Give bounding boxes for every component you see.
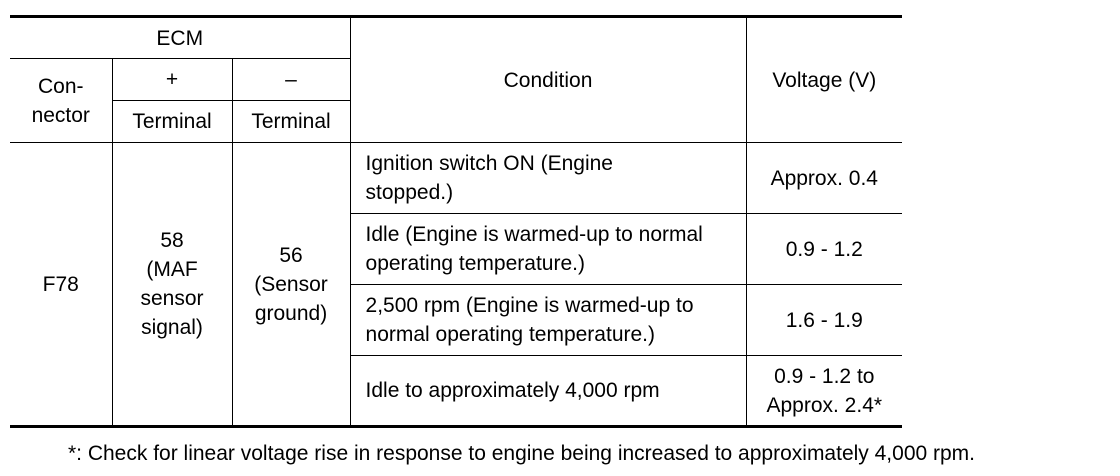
voltage-cell: 1.6 - 1.9: [746, 285, 902, 356]
voltage-cell: 0.9 - 1.2: [746, 214, 902, 285]
connector-header: Con- nector: [10, 59, 112, 143]
plus-terminal-cell: 58 (MAF sensor signal): [112, 143, 232, 427]
table-row: [10, 143, 902, 214]
ecm-voltage-table: [10, 15, 902, 428]
condition-header: Condition: [350, 17, 746, 143]
condition-cell: 2,500 rpm (Engine is warmed-up to normal operating temperature.): [350, 285, 746, 356]
plus-header: +: [112, 59, 232, 101]
terminal-plus-header: Terminal: [112, 101, 232, 143]
minus-header: –: [232, 59, 350, 101]
ecm-header: ECM: [10, 17, 350, 59]
voltage-header: Voltage (V): [746, 17, 902, 143]
condition-cell: Idle to approximately 4,000 rpm: [350, 356, 746, 427]
footnote: *: Check for linear voltage rise in response to engine being increased to approximately 4,000 rpm.: [68, 442, 976, 465]
voltage-cell: 0.9 - 1.2 to Approx. 2.4*: [746, 356, 902, 427]
terminal-minus-header: Terminal: [232, 101, 350, 143]
condition-cell: Ignition switch ON (Engine stopped.): [350, 143, 746, 214]
condition-cell: Idle (Engine is warmed-up to normal operating temperature.): [350, 214, 746, 285]
voltage-cell: Approx. 0.4: [746, 143, 902, 214]
connector-cell: F78: [10, 143, 112, 427]
minus-terminal-cell: 56 (Sensor ground): [232, 143, 350, 427]
spec-table-container: [10, 15, 902, 428]
